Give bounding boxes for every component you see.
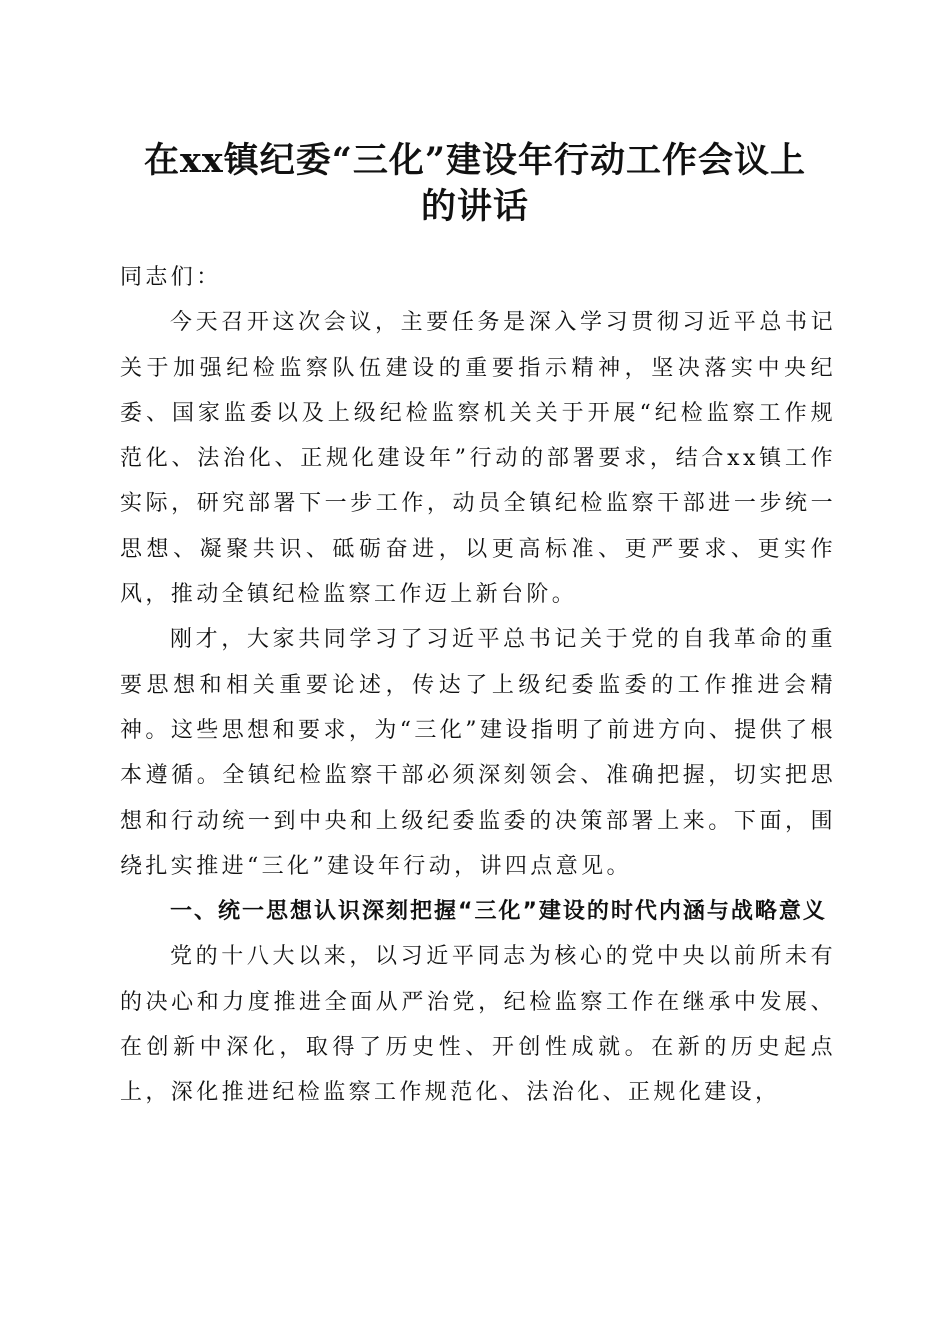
section-1-paragraph: 党的十八大以来，以习近平同志为核心的党中央以前所未有的决心和力度推进全面从严治党，纪检监察工作在继承中发展、在创新中深化，取得了历史性、开创性成就。在新的历史起点上，深化推进纪检监察工作规范化、法治化、正规化建设， [120, 944, 836, 1106]
paragraph-opening: 今天召开这次会议，主要任务是深入学习贯彻习近平总书记关于加强纪检监察队伍建设的重要指示精神，坚决落实中央纪委、国家监委以及上级纪检监察机关关于开展“纪检监察工作规范化、法治化、正规化建设年”行动的部署要求，结合xx镇工作实际，研究部署下一步工作，动员全镇纪检监察干部进一步统一思想、凝聚共识、砥砺奋进，以更高标准、更严要求、更实作风，推动全镇纪检监察工作迈上新台阶。 [120, 310, 836, 608]
document-title [110, 138, 840, 230]
section-heading-1: 一、统一思想认识深刻把握“三化”建设的时代内涵与战略意义 [170, 899, 827, 925]
title-line-1: 在xx镇纪委“三化”建设年行动工作会议上 [144, 140, 806, 181]
paragraph-context: 刚才，大家共同学习了习近平总书记关于党的自我革命的重要思想和相关重要论述，传达了上级纪委监委的工作推进会精神。这些思想和要求，为“三化”建设指明了前进方向、提供了根本遵循。全镇纪检监察干部必须深刻领会、准确把握，切实把思想和行动统一到中央和上级纪委监委的决策部署上来。下面，围绕扎实推进“三化”建设年行动，讲四点意见。 [120, 627, 836, 879]
salutation: 同志们： [120, 265, 222, 290]
title-line-2: 的讲话 [420, 186, 529, 227]
document-body [120, 255, 836, 1116]
